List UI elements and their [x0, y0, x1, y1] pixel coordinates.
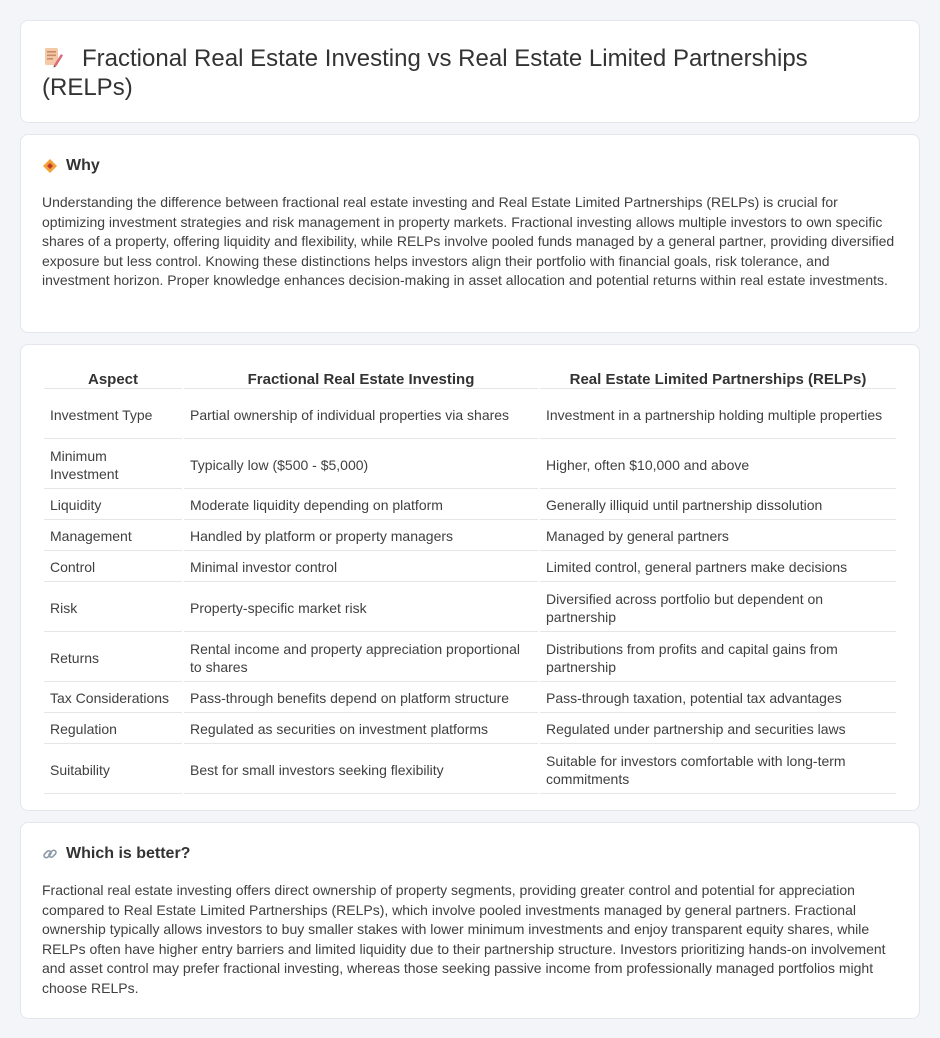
table-row [44, 684, 896, 713]
memo-pencil-icon [42, 46, 64, 68]
cell-aspect: Tax Considerations [44, 684, 182, 713]
cell-aspect: Returns [44, 634, 182, 682]
cell-fractional: Minimal investor control [184, 553, 538, 582]
header-fractional: Fractional Real Estate Investing [184, 368, 538, 389]
cell-relps: Pass-through taxation, potential tax advantages [540, 684, 896, 713]
table-row [44, 491, 896, 520]
cell-aspect: Minimum Investment [44, 441, 182, 489]
cell-relps: Limited control, general partners make decisions [540, 553, 896, 582]
cell-fractional: Typically low ($500 - $5,000) [184, 441, 538, 489]
table-row [44, 584, 896, 632]
cell-fractional: Handled by platform or property managers [184, 522, 538, 551]
cell-relps: Regulated under partnership and securities laws [540, 715, 896, 744]
table-row [44, 391, 896, 439]
cell-relps: Suitable for investors comfortable with long-term commitments [540, 746, 896, 794]
cell-fractional: Partial ownership of individual properties via shares [184, 391, 538, 439]
cell-fractional: Moderate liquidity depending on platform [184, 491, 538, 520]
cell-relps: Generally illiquid until partnership dissolution [540, 491, 896, 520]
cell-fractional: Regulated as securities on investment platforms [184, 715, 538, 744]
cell-aspect: Control [44, 553, 182, 582]
cell-relps: Distributions from profits and capital gains from partnership [540, 634, 896, 682]
why-paragraph: Understanding the difference between fractional real estate investing and Real Estate Limited Partnerships (RELPs) is crucial for optimizing investment strategies and risk management in property markets. Fractional investing allows multiple investors to own specific shares of a property, offering liquidity and flexibility, while RELPs involve pooled funds managed by a general partner, providing diversified exposure but less control. Knowing these distinctions helps investors align their portfolio with financial goals, risk tolerance, and investment horizon. Proper knowledge enhances decision-making in asset allocation and potential returns within real estate investments. [42, 194, 895, 288]
table-header-row [44, 368, 896, 389]
better-heading [42, 845, 898, 863]
why-heading [42, 157, 898, 175]
cell-aspect: Liquidity [44, 491, 182, 520]
which-is-better-card [20, 822, 920, 1019]
cell-aspect: Regulation [44, 715, 182, 744]
table-row [44, 634, 896, 682]
page-title-text: Fractional Real Estate Investing vs Real Estate Limited Partnerships (RELPs) [42, 45, 808, 101]
cell-aspect: Management [44, 522, 182, 551]
title-card [20, 20, 920, 123]
cell-aspect: Investment Type [44, 391, 182, 439]
cell-relps: Higher, often $10,000 and above [540, 441, 896, 489]
table-row [44, 715, 896, 744]
comparison-table-card [20, 344, 920, 811]
table-row [44, 553, 896, 582]
cell-relps: Managed by general partners [540, 522, 896, 551]
why-heading-text: Why [66, 157, 100, 174]
header-aspect: Aspect [44, 368, 182, 389]
link-icon [42, 846, 58, 862]
cell-aspect: Risk [44, 584, 182, 632]
why-card [20, 134, 920, 333]
cell-fractional: Best for small investors seeking flexibility [184, 746, 538, 794]
cell-relps: Investment in a partnership holding multiple properties [540, 391, 896, 439]
better-heading-text: Which is better? [66, 845, 191, 862]
table-row [44, 522, 896, 551]
cell-fractional: Pass-through benefits depend on platform structure [184, 684, 538, 713]
cell-fractional: Rental income and property appreciation proportional to shares [184, 634, 538, 682]
cell-fractional: Property-specific market risk [184, 584, 538, 632]
cell-aspect: Suitability [44, 746, 182, 794]
table-row [44, 746, 896, 794]
better-paragraph: Fractional real estate investing offers direct ownership of property segments, providing greater control and potential for appreciation compared to Real Estate Limited Partnerships (RELPs), which involve pooled investments managed by general partners. Fractional ownership typically allows investors to buy smaller stakes with lower minimum investments and enjoy transparent equity shares, while RELPs often have higher entry barriers and limited liquidity due to their partnership structure. Investors prioritizing hands-on involvement and asset control may prefer fractional investing, whereas those seeking passive income from professionally managed portfolios might choose RELPs. [42, 882, 886, 996]
comparison-table [42, 366, 898, 796]
header-relps: Real Estate Limited Partnerships (RELPs) [540, 368, 896, 389]
table-row [44, 441, 896, 489]
diamond-icon [42, 158, 58, 174]
cell-relps: Diversified across portfolio but dependent on partnership [540, 584, 896, 632]
page-title [42, 44, 898, 102]
